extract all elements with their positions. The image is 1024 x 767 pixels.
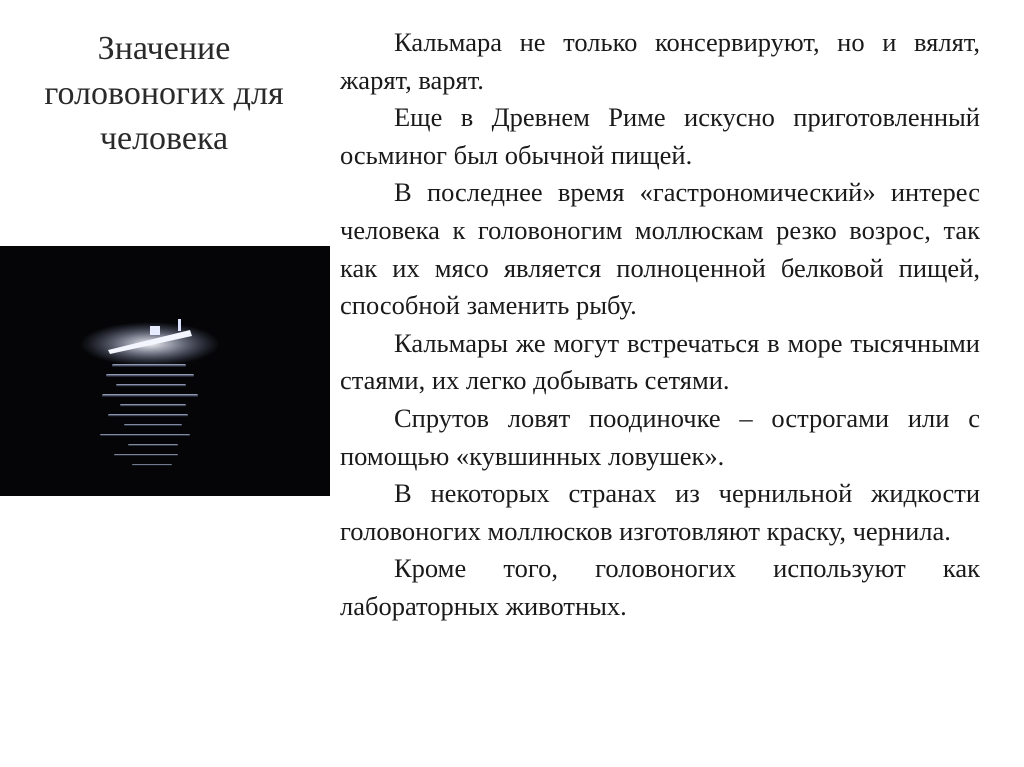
slide-title-line: человека	[99, 120, 229, 157]
slide-title	[14, 26, 314, 161]
paragraph: В некоторых странах из чернильной жидкости головоногих моллюсков изготовляют краску, чернила.	[340, 478, 980, 546]
paragraph: Еще в Древнем Риме искусно приготовленный осьминог был обычной пищей.	[340, 102, 980, 170]
paragraph: Кальмары же могут встречаться в море тысячными стаями, их легко добывать сетями.	[340, 327, 980, 396]
paragraph: Спрутов ловят поодиночке – острогами или с помощью «кувшинных ловушек».	[340, 402, 980, 471]
night-ship-photo	[0, 246, 330, 496]
photo-background	[0, 246, 330, 496]
slide-title-line: Значение	[97, 30, 231, 67]
paragraph: Кроме того, головоногих используют как лабораторных животных.	[340, 553, 980, 621]
night-ship-image	[0, 246, 330, 496]
paragraph: Кальмара не только консервируют, но и вялят, жарят, варят.	[340, 27, 980, 95]
body-text	[340, 24, 980, 626]
slide-title-line: головоногих для	[44, 75, 284, 112]
paragraph: В последнее время «гастрономический» интерес человека к головоногим моллюскам резко возрос, так как их мясо является полноценной белковой пищей, способной заменить рыбу.	[340, 177, 980, 321]
